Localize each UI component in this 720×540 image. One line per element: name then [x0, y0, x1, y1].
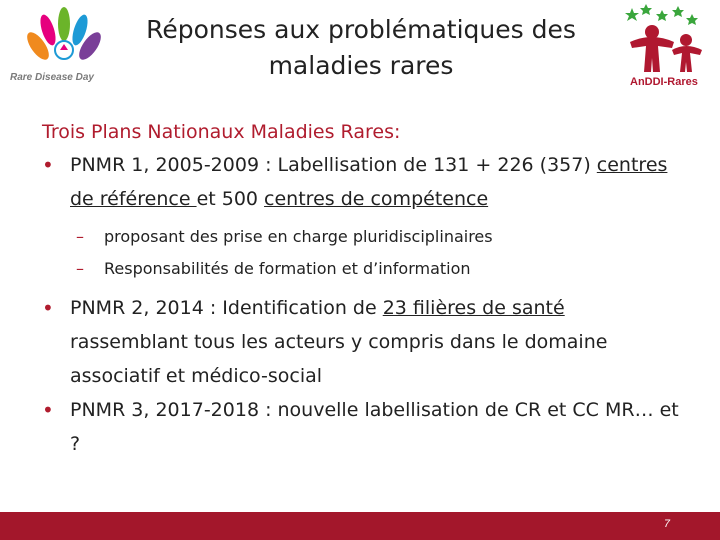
- bullet-dot-icon: •: [42, 296, 54, 320]
- slide-body: [42, 118, 682, 461]
- intro-heading: Trois Plans Nationaux Maladies Rares:: [42, 121, 401, 143]
- page-number: 7: [663, 518, 670, 530]
- pnmr2-text-b: rassemblant tous les acteurs y compris dans le domaine associatif et médico-social: [70, 331, 608, 387]
- sub-bullet-2-text: Responsabilités de formation et d’information: [104, 259, 471, 278]
- sub-bullet-1: [42, 227, 682, 247]
- pnmr1-link-centres-competence: centres de compétence: [264, 188, 489, 210]
- logo-left-caption: Rare Disease Day: [10, 72, 94, 83]
- title-line-2: maladies rares: [268, 51, 454, 80]
- footer-bar: [0, 512, 720, 540]
- rare-disease-day-logo: [6, 6, 124, 88]
- pnmr2-text-a: PNMR 2, 2014 : Identification de: [70, 297, 383, 319]
- pnmr3-text: PNMR 3, 2017-2018 : nouvelle labellisation de CR et CC MR… et ?: [70, 399, 679, 455]
- bullet-dot-icon: •: [42, 153, 54, 177]
- pnmr1-text-a: PNMR 1, 2005-2009 : Labellisation de 131 + 226 (357): [70, 154, 597, 176]
- dash-icon: –: [76, 227, 84, 246]
- sub-bullet-2: [42, 259, 682, 279]
- anddi-rares-logo: [612, 2, 718, 94]
- sub-bullet-1-text: proposant des prise en charge pluridisciplinaires: [104, 227, 493, 246]
- pnmr2-link-filieres: 23 filières de santé: [382, 297, 565, 319]
- bullet-pnmr2: [42, 291, 682, 393]
- pnmr1-link-centres-reference: centres de référence: [70, 154, 668, 210]
- slide-title: [130, 12, 592, 84]
- dash-icon: –: [76, 259, 84, 278]
- bullet-pnmr1: [42, 148, 682, 216]
- pnmr1-text-b: et 500: [196, 188, 265, 210]
- bullet-dot-icon: •: [42, 398, 54, 422]
- hands-emblem-icon: [24, 6, 104, 68]
- figures-stars-icon: [612, 2, 718, 76]
- title-line-1: Réponses aux problématiques des: [146, 15, 576, 44]
- bullet-pnmr3: [42, 393, 682, 461]
- logo-right-caption: AnDDI-Rares: [630, 76, 698, 88]
